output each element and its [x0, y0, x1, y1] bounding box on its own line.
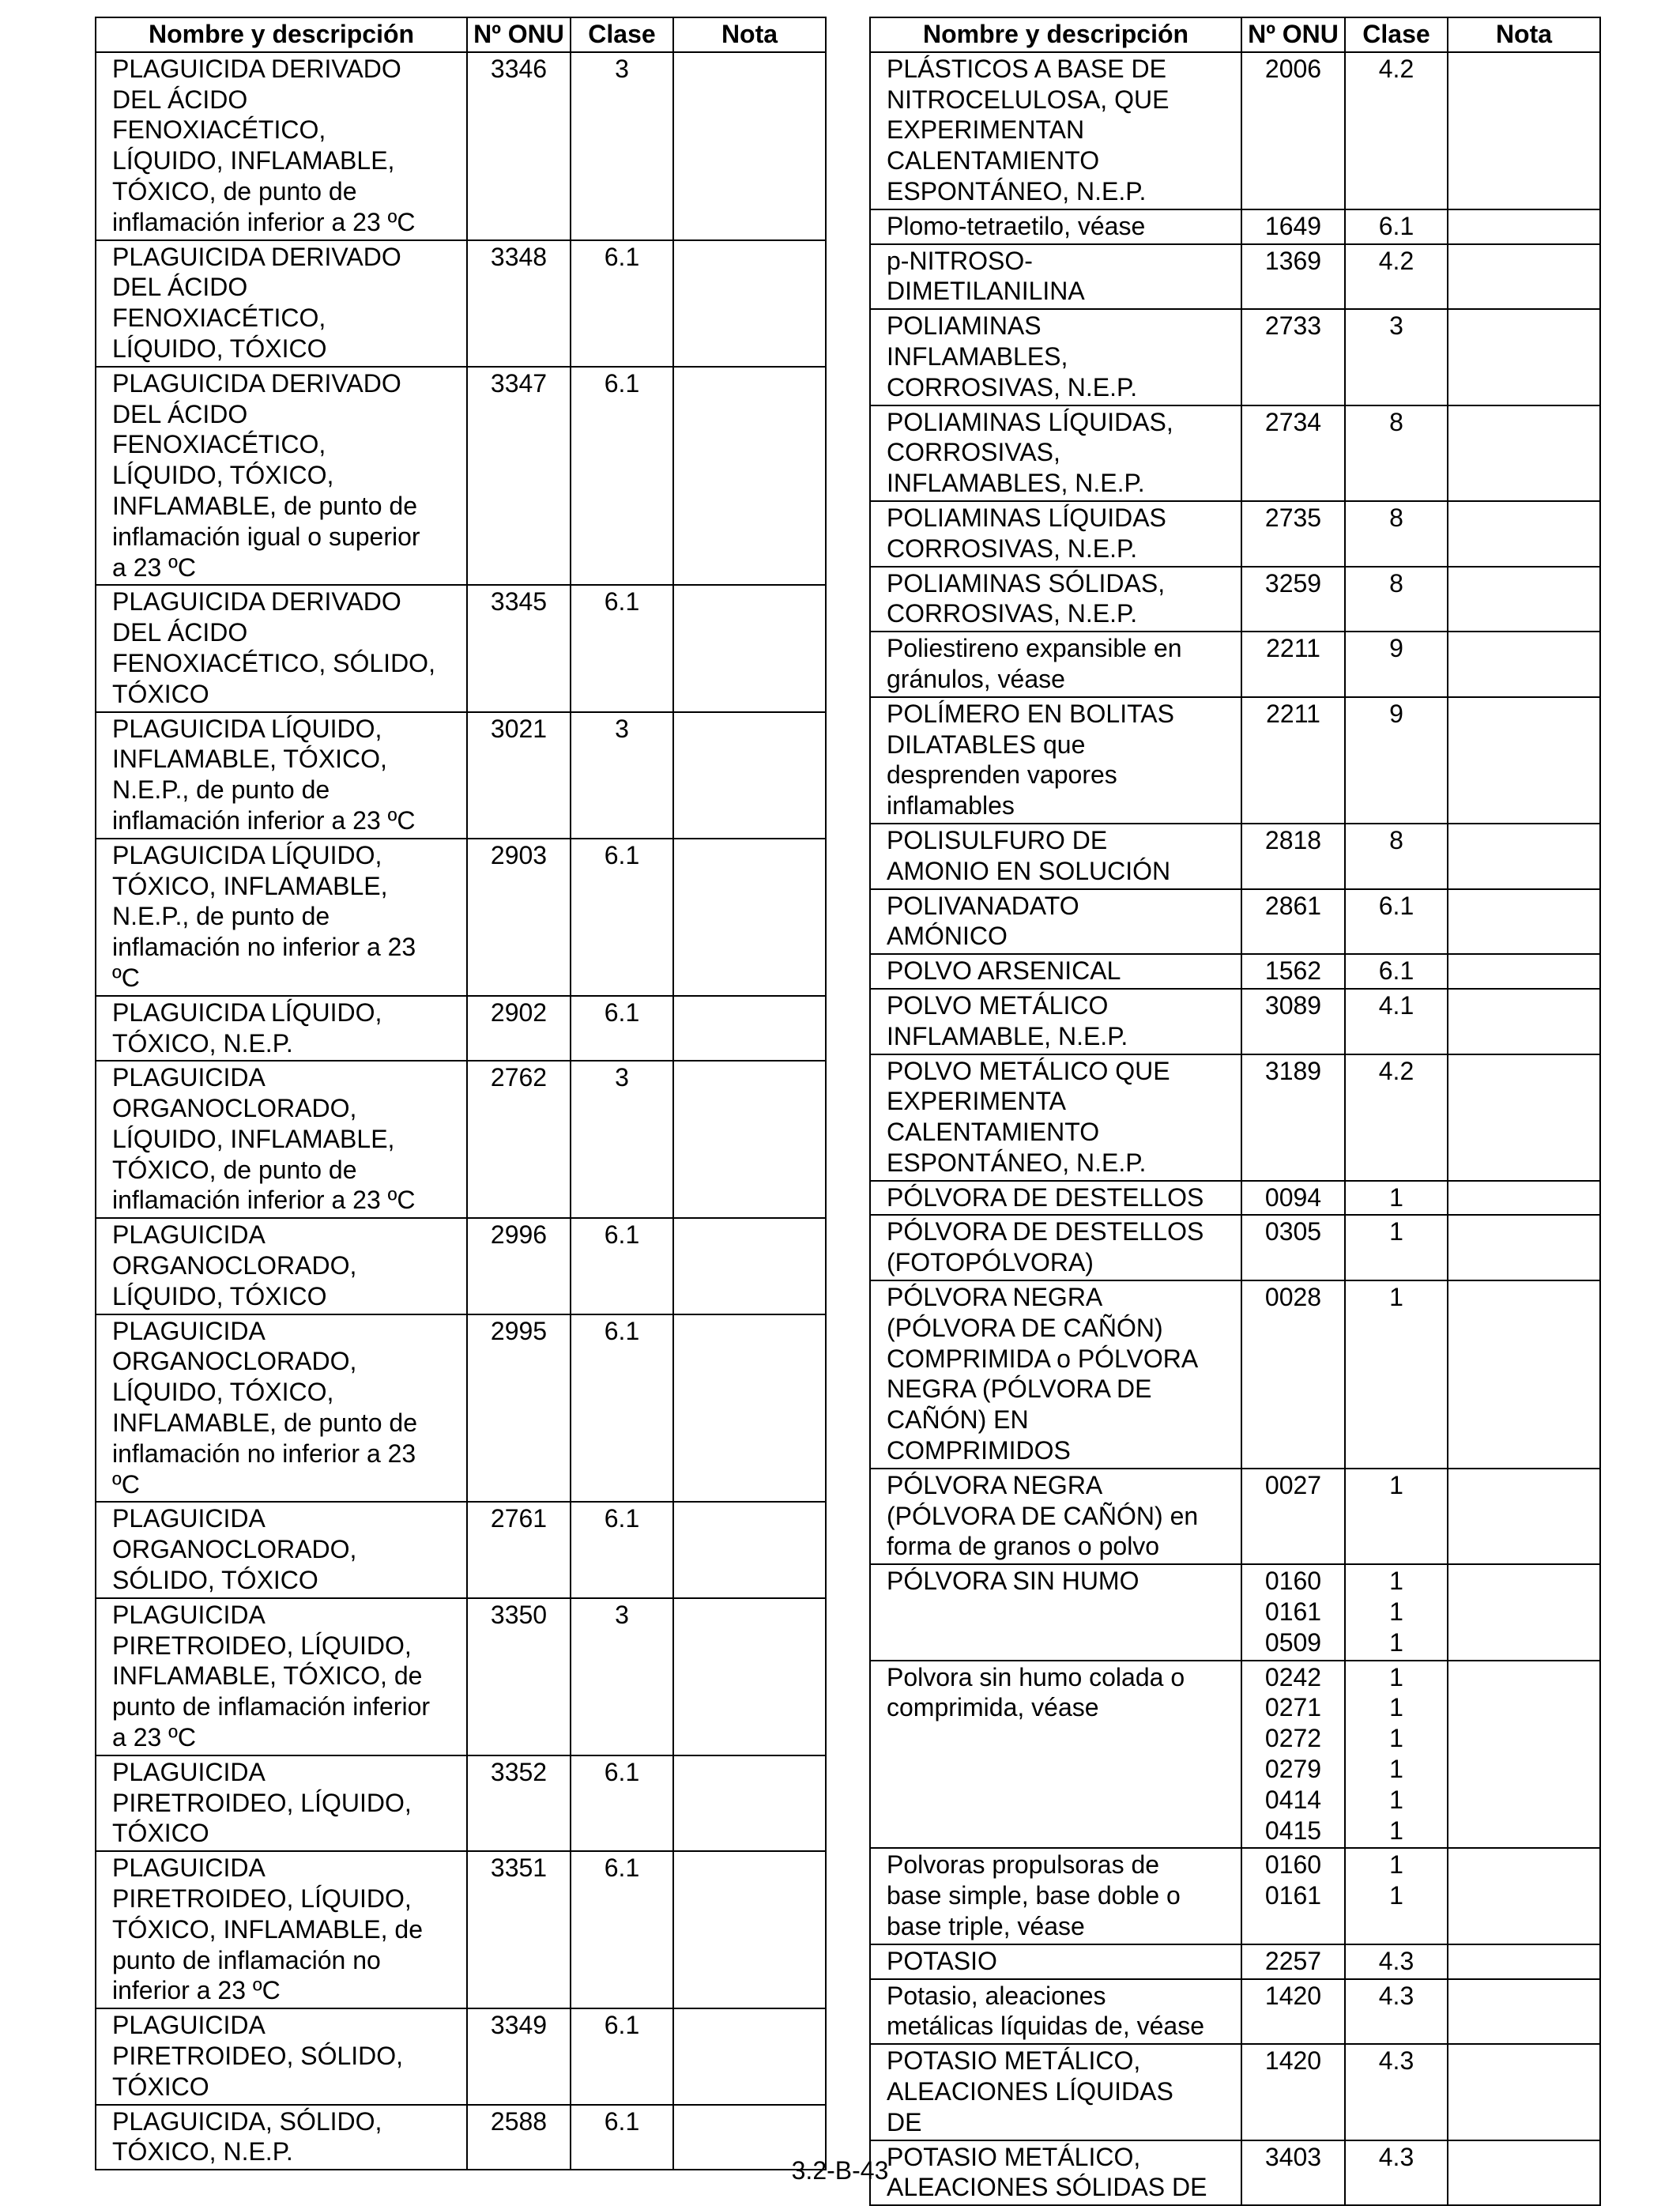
substance-name-cell: PLAGUICIDA DERIVADO DEL ÁCIDO FENOXIACÉTICO, LÍQUIDO, TÓXICO	[96, 240, 467, 367]
substance-name-cell: Poliestireno expansible en gránulos, véase	[870, 632, 1241, 697]
table-row	[96, 240, 826, 367]
left-table	[95, 17, 827, 2170]
note-cell	[673, 1851, 826, 2008]
class-cell: 6.1	[1345, 954, 1448, 989]
class-cell: 4.1	[1345, 989, 1448, 1054]
class-cell: 6.1	[571, 240, 673, 367]
table-row	[96, 2008, 826, 2104]
class-cell: 4.3	[1345, 1944, 1448, 1979]
un-number-cell: 1420	[1241, 2044, 1345, 2140]
substance-name-cell: PLAGUICIDA LÍQUIDO, TÓXICO, N.E.P.	[96, 996, 467, 1062]
substance-name-cell: POLIAMINAS INFLAMABLES, CORROSIVAS, N.E.P.	[870, 309, 1241, 405]
class-cell: 1	[1345, 1215, 1448, 1280]
table-row	[870, 1661, 1600, 1849]
un-number-cell: 3403	[1241, 2140, 1345, 2206]
table-row	[96, 712, 826, 839]
table-row	[96, 1314, 826, 1503]
table-row	[870, 209, 1600, 244]
class-cell: 4.2	[1345, 1054, 1448, 1181]
table-row	[870, 1181, 1600, 1216]
un-number-cell: 3350	[467, 1598, 571, 1755]
substance-name-cell: POLIAMINAS LÍQUIDAS, CORROSIVAS, INFLAMABLES, N.E.P.	[870, 405, 1241, 501]
substance-name-cell: POLÍMERO EN BOLITAS DILATABLES que desprenden vapores inflamables	[870, 697, 1241, 824]
un-number-cell: 3347	[467, 367, 571, 586]
substance-name-cell: PÓLVORA NEGRA (PÓLVORA DE CAÑÓN) COMPRIMIDA o PÓLVORA NEGRA (PÓLVORA DE CAÑÓN) EN COMPRIMIDOS	[870, 1280, 1241, 1469]
class-cell: 1 1 1	[1345, 1564, 1448, 1660]
un-number-cell: 3089	[1241, 989, 1345, 1054]
un-number-cell: 2902	[467, 996, 571, 1062]
un-number-cell: 2734	[1241, 405, 1345, 501]
note-cell	[673, 1598, 826, 1755]
note-cell	[1448, 2044, 1600, 2140]
substance-name-cell: POLIAMINAS LÍQUIDAS CORROSIVAS, N.E.P.	[870, 501, 1241, 567]
class-cell: 6.1	[571, 839, 673, 996]
note-cell	[1448, 1215, 1600, 1280]
un-number-cell: 2733	[1241, 309, 1345, 405]
un-number-cell: 3352	[467, 1755, 571, 1851]
class-cell: 6.1	[571, 367, 673, 586]
un-number-cell: 2761	[467, 1502, 571, 1597]
table-row	[96, 996, 826, 1062]
table-row	[870, 244, 1600, 310]
un-number-cell: 2006	[1241, 52, 1345, 209]
table-row	[870, 405, 1600, 501]
substance-name-cell: PLAGUICIDA LÍQUIDO, TÓXICO, INFLAMABLE, N.E.P., de punto de inflamación no inferior a 23 ºC	[96, 839, 467, 996]
substance-name-cell: PLAGUICIDA DERIVADO DEL ÁCIDO FENOXIACÉTICO, LÍQUIDO, TÓXICO, INFLAMABLE, de punto de inflamación igual o superior a 23 ºC	[96, 367, 467, 586]
un-number-cell: 0305	[1241, 1215, 1345, 1280]
note-cell	[1448, 989, 1600, 1054]
un-number-cell: 0027	[1241, 1469, 1345, 1564]
un-number-cell: 3349	[467, 2008, 571, 2104]
substance-name-cell: Polvoras propulsoras de base simple, base doble o base triple, véase	[870, 1848, 1241, 1944]
un-number-cell: 3021	[467, 712, 571, 839]
class-cell: 3	[571, 1061, 673, 1218]
class-cell: 4.2	[1345, 52, 1448, 209]
class-cell: 1 1	[1345, 1848, 1448, 1944]
table-row	[870, 501, 1600, 567]
un-number-cell: 1649	[1241, 209, 1345, 244]
note-cell	[1448, 567, 1600, 632]
class-cell: 4.2	[1345, 244, 1448, 310]
note-cell	[1448, 405, 1600, 501]
note-cell	[1448, 1181, 1600, 1216]
un-number-cell: 3259	[1241, 567, 1345, 632]
table-row	[96, 52, 826, 240]
class-cell: 8	[1345, 501, 1448, 567]
note-cell	[673, 1061, 826, 1218]
table-row	[870, 1215, 1600, 1280]
un-number-cell: 2995	[467, 1314, 571, 1503]
un-number-cell: 2211	[1241, 632, 1345, 697]
substance-name-cell: POLISULFURO DE AMONIO EN SOLUCIÓN	[870, 824, 1241, 889]
un-number-cell: 0028	[1241, 1280, 1345, 1469]
un-number-cell: 3346	[467, 52, 571, 240]
header-un-number: Nº ONU	[1241, 17, 1345, 52]
substance-name-cell: PÓLVORA NEGRA (PÓLVORA DE CAÑÓN) en forma de granos o polvo	[870, 1469, 1241, 1564]
note-cell	[1448, 1661, 1600, 1849]
table-header-row	[870, 17, 1600, 52]
note-cell	[673, 240, 826, 367]
table-row	[870, 1944, 1600, 1979]
un-number-cell: 2762	[467, 1061, 571, 1218]
un-number-cell: 2257	[1241, 1944, 1345, 1979]
table-row	[870, 1280, 1600, 1469]
class-cell: 6.1	[571, 1851, 673, 2008]
substance-name-cell: PÓLVORA DE DESTELLOS (FOTOPÓLVORA)	[870, 1215, 1241, 1280]
substance-name-cell: POTASIO METÁLICO, ALEACIONES LÍQUIDAS DE	[870, 2044, 1241, 2140]
note-cell	[1448, 52, 1600, 209]
substance-name-cell: PLAGUICIDA, SÓLIDO, TÓXICO, N.E.P.	[96, 2105, 467, 2170]
note-cell	[1448, 209, 1600, 244]
class-cell: 6.1	[571, 585, 673, 711]
table-row	[96, 1502, 826, 1597]
header-note: Nota	[673, 17, 826, 52]
note-cell	[1448, 244, 1600, 310]
right-table	[869, 17, 1601, 2206]
substance-name-cell: PLAGUICIDA ORGANOCLORADO, SÓLIDO, TÓXICO	[96, 1502, 467, 1597]
substance-name-cell: PLAGUICIDA PIRETROIDEO, SÓLIDO, TÓXICO	[96, 2008, 467, 2104]
note-cell	[1448, 1469, 1600, 1564]
class-cell: 6.1	[571, 1755, 673, 1851]
class-cell: 3	[1345, 309, 1448, 405]
class-cell: 6.1	[571, 1218, 673, 1314]
substance-name-cell: POLVO METÁLICO QUE EXPERIMENTA CALENTAMIENTO ESPONTÁNEO, N.E.P.	[870, 1054, 1241, 1181]
class-cell: 1	[1345, 1469, 1448, 1564]
class-cell: 6.1	[571, 2008, 673, 2104]
table-row	[870, 1469, 1600, 1564]
un-number-cell: 3351	[467, 1851, 571, 2008]
table-row	[870, 52, 1600, 209]
substance-name-cell: Plomo-tetraetilo, véase	[870, 209, 1241, 244]
class-cell: 1	[1345, 1181, 1448, 1216]
un-number-cell: 2588	[467, 2105, 571, 2170]
header-name: Nombre y descripción	[96, 17, 467, 52]
substance-name-cell: PLAGUICIDA PIRETROIDEO, LÍQUIDO, TÓXICO	[96, 1755, 467, 1851]
table-row	[870, 824, 1600, 889]
class-cell: 6.1	[571, 996, 673, 1062]
table-row	[870, 1564, 1600, 1660]
note-cell	[673, 839, 826, 996]
substance-name-cell: PLAGUICIDA ORGANOCLORADO, LÍQUIDO, TÓXICO	[96, 1218, 467, 1314]
table-row	[870, 1054, 1600, 1181]
table-header-row	[96, 17, 826, 52]
header-name: Nombre y descripción	[870, 17, 1241, 52]
note-cell	[673, 1314, 826, 1503]
substance-name-cell: PÓLVORA SIN HUMO	[870, 1564, 1241, 1660]
class-cell: 6.1	[571, 1502, 673, 1597]
substance-name-cell: POTASIO METÁLICO, ALEACIONES SÓLIDAS DE	[870, 2140, 1241, 2206]
note-cell	[1448, 309, 1600, 405]
un-number-cell: 0094	[1241, 1181, 1345, 1216]
note-cell	[1448, 501, 1600, 567]
un-number-cell: 0242 0271 0272 0279 0414 0415	[1241, 1661, 1345, 1849]
substance-name-cell: POTASIO	[870, 1944, 1241, 1979]
table-row	[870, 697, 1600, 824]
substance-name-cell: POLIVANADATO AMÓNICO	[870, 889, 1241, 955]
class-cell: 4.3	[1345, 2140, 1448, 2206]
un-number-cell: 2211	[1241, 697, 1345, 824]
note-cell	[1448, 889, 1600, 955]
note-cell	[1448, 1054, 1600, 1181]
note-cell	[673, 1755, 826, 1851]
un-number-cell: 2735	[1241, 501, 1345, 567]
note-cell	[673, 1218, 826, 1314]
note-cell	[673, 1502, 826, 1597]
substance-name-cell: POLVO ARSENICAL	[870, 954, 1241, 989]
substance-name-cell: PLAGUICIDA DERIVADO DEL ÁCIDO FENOXIACÉTICO, SÓLIDO, TÓXICO	[96, 585, 467, 711]
class-cell: 8	[1345, 405, 1448, 501]
class-cell: 8	[1345, 567, 1448, 632]
header-class: Clase	[571, 17, 673, 52]
page-number: 3.2-B-43	[791, 2156, 889, 2185]
note-cell	[1448, 697, 1600, 824]
class-cell: 3	[571, 712, 673, 839]
un-number-cell: 2861	[1241, 889, 1345, 955]
table-row	[96, 1218, 826, 1314]
table-row	[96, 1755, 826, 1851]
table-row	[870, 1979, 1600, 2045]
note-cell	[1448, 1979, 1600, 2045]
note-cell	[673, 585, 826, 711]
un-number-cell: 3189	[1241, 1054, 1345, 1181]
note-cell	[1448, 1564, 1600, 1660]
class-cell: 1	[1345, 1280, 1448, 1469]
header-un-number: Nº ONU	[467, 17, 571, 52]
note-cell	[1448, 1848, 1600, 1944]
substance-name-cell: PLAGUICIDA PIRETROIDEO, LÍQUIDO, TÓXICO, INFLAMABLE, de punto de inflamación no inferior a 23 ºC	[96, 1851, 467, 2008]
header-class: Clase	[1345, 17, 1448, 52]
un-number-cell: 3345	[467, 585, 571, 711]
table-row	[96, 1851, 826, 2008]
substance-name-cell: p-NITROSO- DIMETILANILINA	[870, 244, 1241, 310]
un-number-cell: 0160 0161	[1241, 1848, 1345, 1944]
substance-name-cell: POLVO METÁLICO INFLAMABLE, N.E.P.	[870, 989, 1241, 1054]
substance-name-cell: PLAGUICIDA LÍQUIDO, INFLAMABLE, TÓXICO, N.E.P., de punto de inflamación inferior a 23 ºC	[96, 712, 467, 839]
substance-name-cell: PLAGUICIDA DERIVADO DEL ÁCIDO FENOXIACÉTICO, LÍQUIDO, INFLAMABLE, TÓXICO, de punto de inflamación inferior a 23 ºC	[96, 52, 467, 240]
class-cell: 4.3	[1345, 2044, 1448, 2140]
un-number-cell: 1420	[1241, 1979, 1345, 2045]
substance-name-cell: POLIAMINAS SÓLIDAS, CORROSIVAS, N.E.P.	[870, 567, 1241, 632]
class-cell: 8	[1345, 824, 1448, 889]
class-cell: 3	[571, 1598, 673, 1755]
class-cell: 6.1	[571, 2105, 673, 2170]
note-cell	[1448, 632, 1600, 697]
table-row	[96, 839, 826, 996]
note-cell	[673, 367, 826, 586]
class-cell: 6.1	[1345, 889, 1448, 955]
note-cell	[1448, 1944, 1600, 1979]
table-row	[96, 367, 826, 586]
substance-name-cell: PLAGUICIDA ORGANOCLORADO, LÍQUIDO, INFLAMABLE, TÓXICO, de punto de inflamación inferior a 23 ºC	[96, 1061, 467, 1218]
un-number-cell: 3348	[467, 240, 571, 367]
note-cell	[673, 2008, 826, 2104]
un-number-cell: 1562	[1241, 954, 1345, 989]
table-row	[870, 889, 1600, 955]
substance-name-cell: PLÁSTICOS A BASE DE NITROCELULOSA, QUE EXPERIMENTAN CALENTAMIENTO ESPONTÁNEO, N.E.P.	[870, 52, 1241, 209]
substance-name-cell: PLAGUICIDA PIRETROIDEO, LÍQUIDO, INFLAMABLE, TÓXICO, de punto de inflamación inferior a 23 ºC	[96, 1598, 467, 1755]
class-cell: 9	[1345, 697, 1448, 824]
note-cell	[1448, 954, 1600, 989]
table-row	[870, 954, 1600, 989]
un-number-cell: 2818	[1241, 824, 1345, 889]
substance-name-cell: Potasio, aleaciones metálicas líquidas de, véase	[870, 1979, 1241, 2045]
note-cell	[673, 52, 826, 240]
un-number-cell: 2996	[467, 1218, 571, 1314]
substance-name-cell: PLAGUICIDA ORGANOCLORADO, LÍQUIDO, TÓXICO, INFLAMABLE, de punto de inflamación no inferior a 23 ºC	[96, 1314, 467, 1503]
note-cell	[1448, 1280, 1600, 1469]
un-number-cell: 1369	[1241, 244, 1345, 310]
table-row	[870, 567, 1600, 632]
substance-name-cell: PÓLVORA DE DESTELLOS	[870, 1181, 1241, 1216]
table-row	[96, 1598, 826, 1755]
table-row	[96, 1061, 826, 1218]
note-cell	[673, 712, 826, 839]
table-row	[870, 632, 1600, 697]
table-row	[96, 585, 826, 711]
table-row	[870, 2044, 1600, 2140]
table-row	[870, 309, 1600, 405]
note-cell	[673, 996, 826, 1062]
class-cell: 1 1 1 1 1 1	[1345, 1661, 1448, 1849]
header-note: Nota	[1448, 17, 1600, 52]
class-cell: 6.1	[571, 1314, 673, 1503]
class-cell: 3	[571, 52, 673, 240]
table-row	[870, 1848, 1600, 1944]
table-row	[870, 989, 1600, 1054]
note-cell	[1448, 824, 1600, 889]
class-cell: 9	[1345, 632, 1448, 697]
un-number-cell: 0160 0161 0509	[1241, 1564, 1345, 1660]
class-cell: 6.1	[1345, 209, 1448, 244]
class-cell: 4.3	[1345, 1979, 1448, 2045]
un-number-cell: 2903	[467, 839, 571, 996]
substance-name-cell: Polvora sin humo colada o comprimida, véase	[870, 1661, 1241, 1849]
